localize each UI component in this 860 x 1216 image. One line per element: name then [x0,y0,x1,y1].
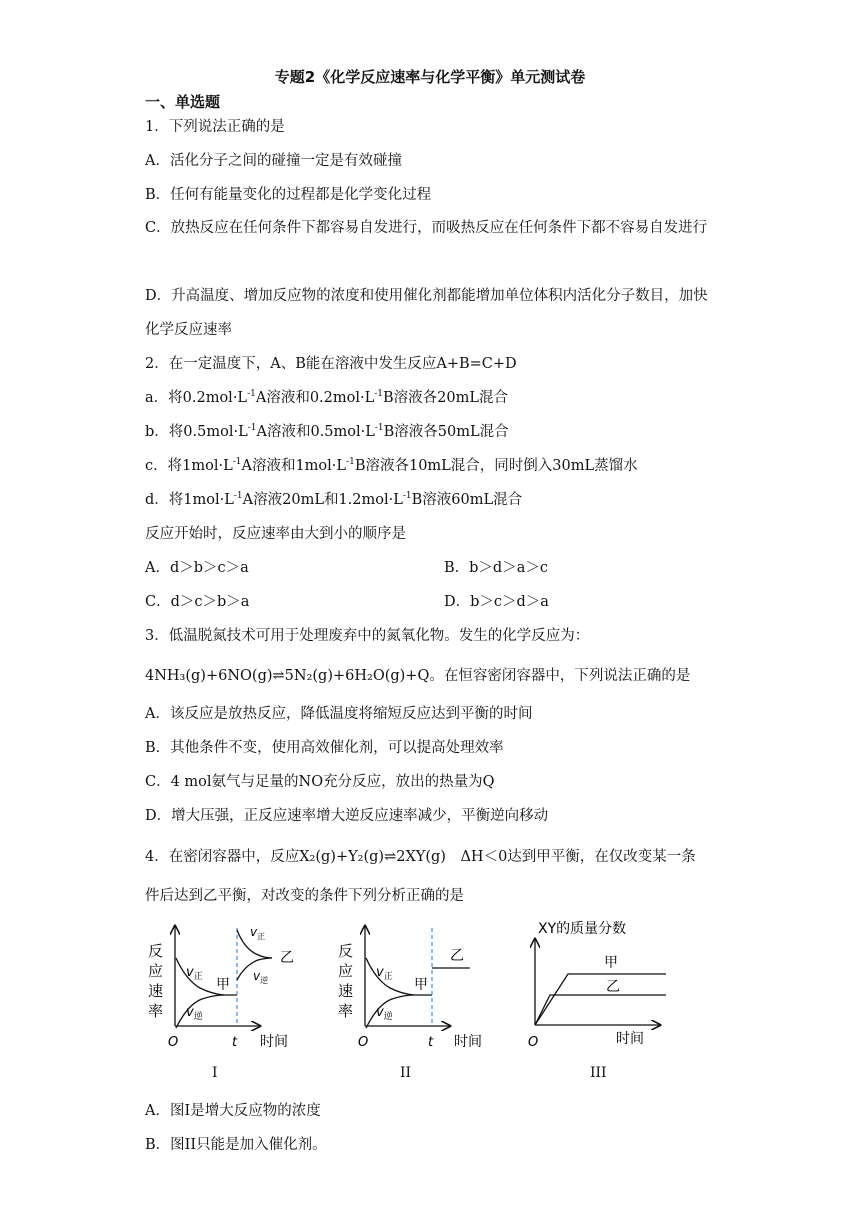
q3-option-c: C．4 mol氨气与足量的NO充分反应，放出的热量为Q [145,774,495,790]
fig3-ylabel: XY的质量分数 [538,921,627,937]
figure-1 [140,918,330,1058]
q2-option-a: A．d＞b＞c＞a [145,560,249,576]
q1-option-d: D．升高温度、增加反应物的浓度和使用催化剂都能增加单位体积内活化分子数目，加快化学反应速率 [145,288,708,338]
figure-3 [520,915,680,1055]
q3-option-d: D．增大压强，正反应速率增大逆反应速率减少，平衡逆向移动 [145,808,549,824]
v-reverse-label: $v_逆$ [376,1005,393,1022]
jia-curve [535,974,666,1025]
jia-label: 甲 [414,977,428,993]
q2-option-d: D．b＞c＞d＞a [444,594,549,610]
figure-2-caption: II [400,1065,412,1081]
q1-option-a: A．活化分子之间的碰撞一定是有效碰撞 [145,153,402,169]
ylabel-char-3: 速 [148,982,164,1000]
q4-option-b: B．图II只能是加入催化剂。 [145,1137,327,1153]
page-title: 专题2《化学反应速率与化学平衡》单元测试卷 [274,68,586,86]
origin-label: O [528,1035,539,1050]
jia-label: 甲 [216,977,230,993]
q1-stem: 1．下列说法正确的是 [145,119,285,135]
t-label: t [232,1035,238,1050]
figure-1-caption: I [212,1065,218,1081]
ylabel-char-4: 率 [338,1002,354,1020]
q4-option-a: A．图I是增大反应物的浓度 [145,1103,321,1119]
v-forward-label: $v_正$ [376,965,393,982]
origin-label: O [168,1035,179,1050]
q4-stem-line2: 件后达到乙平衡，对改变的条件下列分析正确的是 [145,888,464,904]
q3-option-b: B．其他条件不变，使用高效催化剂，可以提高处理效率 [145,740,504,756]
q1-option-c: C．放热反应在任何条件下都容易自发进行，而吸热反应在任何条件下都不容易自发进行 [145,220,708,236]
q3-equation-line: 4NH₃(g)+6NO(g)⇌5N₂(g)+6H₂O(g)+Q。在恒容密闭容器中，下列说法正确的是 [145,668,691,684]
section-heading: 一、单选题 [145,93,221,111]
q2-ask: 反应开始时，反应速率由大到小的顺序是 [145,526,406,542]
v-reverse-label: $v_逆$ [186,1005,203,1022]
yi-label: 乙 [606,979,620,995]
q3-option-a: A．该反应是放热反应，降低温度将缩短反应达到平衡的时间 [145,706,533,722]
yi-label: 乙 [280,950,294,966]
time-label: 时间 [260,1034,288,1050]
time-label: 时间 [616,1031,644,1047]
q2-item-c: c．将$1mol\cdot L^{-1}A$溶液和$1mol\cdot L^{-1}B$溶液各10mL混合，同时倒入30mL蒸馏水 [145,457,638,474]
ylabel-char-1: 反 [338,942,354,960]
q2-option-b: B．b＞d＞a＞c [444,560,548,576]
v-reverse-after-label: $v_逆$ [253,969,269,985]
q3-stem: 3．低温脱氮技术可用于处理废弃中的氮氧化物。发生的化学反应为： [145,628,590,644]
yi-curve [535,995,666,1025]
q2-item-a: a．将$0.2mol\cdot L^{-1}A$溶液和$0.2mol\cdot L^{-1}B$溶液各20mL混合 [145,389,508,406]
ylabel-char-3: 速 [338,982,354,1000]
q2-item-b: b．将$0.5mol\cdot L^{-1}A$溶液和$0.5mol\cdot L^{-1}B$溶液各50mL混合 [145,423,509,440]
t-label: t [428,1035,434,1050]
q4-stem-line1: 4．在密闭容器中，反应X₂(g)+Y₂(g)⇌2XY(g) ΔH＜0达到甲平衡，在仅改变某一条 [145,849,696,865]
figure-2 [330,918,520,1058]
q2-item-d: d．将$1mol\cdot L^{-1}A$溶液20mL和$1.2mol\cdot L^{-1}B$溶液60mL混合 [145,491,523,508]
time-label: 时间 [454,1034,482,1050]
v-forward-label: $v_正$ [186,965,203,982]
origin-label: O [358,1035,369,1050]
jia-label: 甲 [604,955,618,971]
ylabel-char-2: 应 [148,962,164,980]
q2-stem: 2．在一定温度下，A、B能在溶液中发生反应A+B=C+D [145,356,517,372]
yi-label: 乙 [450,948,464,964]
ylabel-char-4: 率 [148,1002,164,1020]
q2-option-c: C．d＞c＞b＞a [145,594,250,610]
q1-option-b: B．任何有能量变化的过程都是化学变化过程 [145,187,432,203]
ylabel-char-1: 反 [148,942,164,960]
ylabel-char-2: 应 [338,962,354,980]
v-forward-after-label: $v_正$ [250,925,266,941]
figure-3-caption: III [590,1065,607,1081]
